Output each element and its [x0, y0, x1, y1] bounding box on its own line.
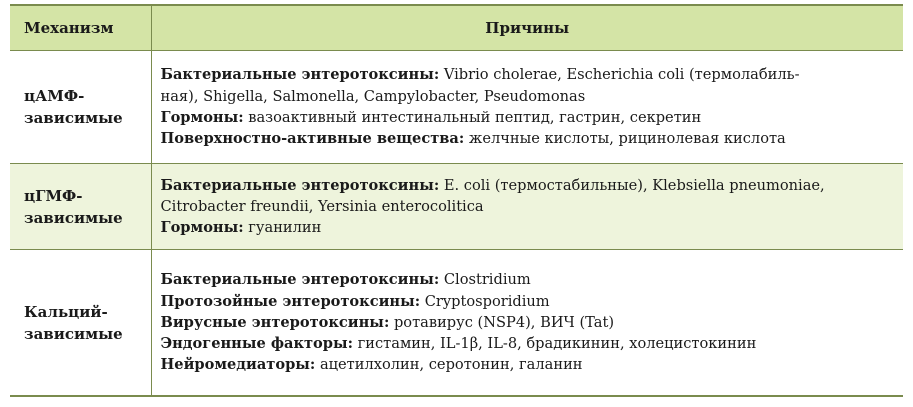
- cause-line: [161, 175, 896, 196]
- cause-text: ная), Shigella, Salmonella, Campylobacter, Pseudomonas: [160, 87, 586, 105]
- causes-cell: [151, 164, 903, 250]
- cause-line: [161, 312, 896, 333]
- mechanism-line: цГМФ-: [24, 186, 83, 205]
- cause-line: [161, 291, 896, 312]
- cause-term: Нейромедиаторы:: [160, 356, 316, 374]
- cause-line: [161, 128, 896, 149]
- cause-line: [161, 107, 896, 128]
- cause-text: ротавирус (NSP4), ВИЧ (Tat): [389, 313, 615, 331]
- cause-term: Эндогенные факторы:: [160, 335, 353, 353]
- cause-text: желчные кислоты, рицинолевая кислота: [464, 130, 786, 148]
- causes-cell: [151, 51, 903, 164]
- mechanism-cell: [10, 51, 151, 164]
- cause-term: Бактериальные энтеротоксины:: [160, 66, 440, 84]
- cause-text: ацетилхолин, серотонин, галанин: [315, 356, 583, 374]
- mechanism-line: зависимые: [24, 109, 123, 127]
- cause-term: Бактериальные энтеротоксины:: [160, 176, 440, 194]
- table-row-cgmp: [10, 164, 903, 250]
- mechanism-cell: [10, 250, 151, 397]
- cause-text: Cryptosporidium: [420, 292, 550, 310]
- causes-cell: [151, 250, 903, 397]
- cause-text: Vibrio cholerae, Escherichia coli (термолабиль-: [439, 66, 800, 84]
- header-mechanism: Механизм: [10, 5, 151, 51]
- mechanism-line: зависимые: [24, 324, 123, 343]
- cause-term: Гормоны:: [160, 109, 244, 126]
- cause-line: [161, 269, 896, 290]
- cause-text: вазоактивный интестинальный пептид, гастрин, секретин: [243, 109, 702, 126]
- mechanism-line: Кальций-: [24, 302, 108, 321]
- mechanism-line: цАМФ-: [24, 87, 85, 105]
- table-row-calcium: [10, 250, 903, 397]
- cause-line: [161, 196, 896, 217]
- cause-text: гуанилин: [243, 219, 322, 237]
- cause-term: Поверхностно-активные вещества:: [160, 130, 465, 148]
- mechanism-line: зависимые: [24, 208, 123, 227]
- mechanisms-table-container: [10, 4, 903, 397]
- mechanism-cell: [10, 164, 151, 250]
- cause-term: Вирусные энтеротоксины:: [160, 313, 390, 331]
- table-row-camp: [10, 51, 903, 164]
- cause-text: E. coli (термостабильные), Klebsiella pneumoniae,: [439, 176, 825, 194]
- cause-text: Clostridium: [439, 271, 531, 289]
- cause-line: [161, 333, 896, 354]
- cause-line: [161, 64, 896, 85]
- cause-term: Гормоны:: [160, 219, 244, 237]
- cause-text: гистамин, IL-1β, IL-8, брадикинин, холецистокинин: [353, 335, 757, 353]
- cause-line: [161, 217, 896, 238]
- header-causes: Причины: [151, 5, 903, 51]
- cause-text: Citrobacter freundii, Yersinia enterocolitica: [160, 197, 484, 215]
- cause-term: Протозойные энтеротоксины:: [160, 292, 421, 310]
- cause-line: [161, 354, 896, 375]
- header-row: [10, 5, 903, 51]
- cause-line: [161, 86, 896, 107]
- cause-term: Бактериальные энтеротоксины:: [160, 271, 440, 289]
- mechanisms-table: [10, 4, 903, 397]
